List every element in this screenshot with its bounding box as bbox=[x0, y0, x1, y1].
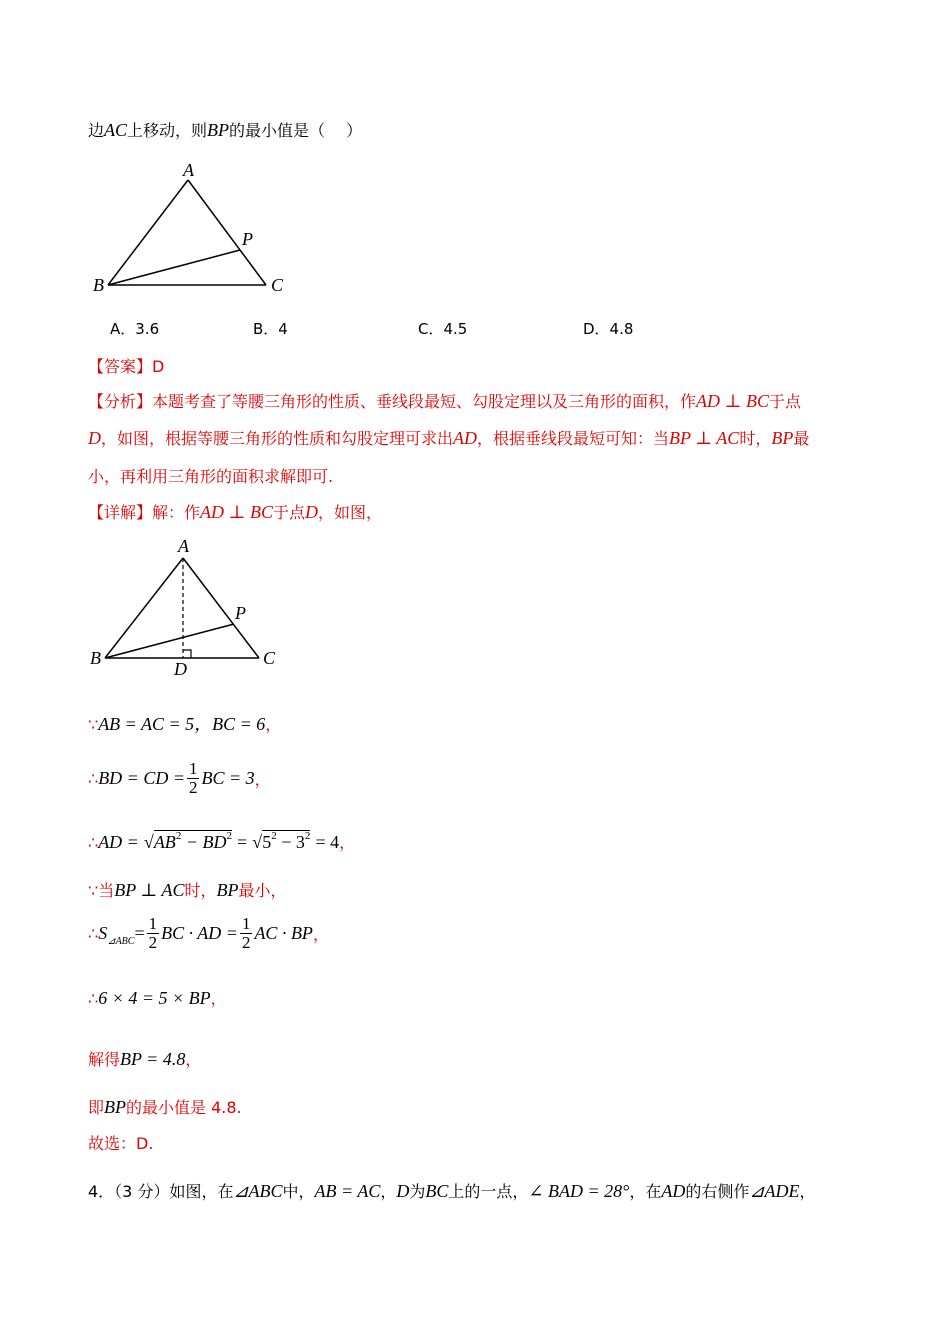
question-number: 4．（3 分）如图，在 bbox=[88, 1182, 234, 1201]
label-p: P bbox=[242, 229, 253, 249]
equals: = bbox=[134, 923, 145, 943]
numerator: 1 bbox=[188, 759, 198, 778]
denominator: 2 bbox=[188, 778, 198, 797]
question-text: 上移动，则 bbox=[127, 121, 208, 140]
label-a: A bbox=[178, 536, 189, 556]
math-step: = 4 bbox=[315, 832, 340, 852]
label-b: B bbox=[90, 648, 101, 668]
radicand-1 bbox=[154, 830, 232, 852]
question-text: 边 bbox=[88, 121, 105, 140]
math-area-s: S bbox=[98, 923, 108, 943]
analysis-line-3: 小，再利用三角形的面积求解即可. bbox=[88, 467, 334, 486]
term: − 3 bbox=[281, 832, 305, 852]
answer-tag: 【答案】 bbox=[88, 357, 153, 376]
analysis-tag: 【分析】 bbox=[88, 392, 153, 411]
math-ad: AD bbox=[661, 1181, 686, 1201]
question-text: 中， bbox=[282, 1182, 315, 1201]
side-ab bbox=[105, 558, 183, 658]
math-ac: AC bbox=[104, 120, 128, 140]
analysis-text: ，如图，根据等腰三角形的性质和勾股定理可求出 bbox=[101, 429, 454, 448]
detail-text: 于点 bbox=[272, 503, 305, 522]
segment-bp bbox=[105, 624, 234, 658]
step-text: 即 bbox=[88, 1098, 105, 1117]
fraction-half bbox=[187, 760, 200, 797]
math-step: BD = CD = bbox=[98, 768, 185, 788]
because-symbol: ∵ bbox=[88, 715, 99, 734]
step-5 bbox=[88, 915, 329, 952]
label-c: C bbox=[263, 648, 276, 668]
math-triangle-abc: ⊿ABC bbox=[233, 1181, 283, 1201]
denominator: 2 bbox=[241, 933, 251, 952]
math-step: AD = bbox=[98, 832, 139, 852]
detail-tag: 【详解】 bbox=[88, 503, 153, 522]
math-bp: BP bbox=[771, 428, 794, 448]
step-1 bbox=[88, 710, 281, 736]
answer-line bbox=[88, 354, 164, 377]
analysis-line-2 bbox=[88, 426, 809, 449]
exponent: 2 bbox=[226, 830, 232, 842]
step-9: 故选：D. bbox=[88, 1134, 154, 1153]
comma: ， bbox=[265, 715, 282, 734]
question-text: 的最小值是（ ） bbox=[229, 121, 363, 140]
therefore-symbol: ∴ bbox=[88, 989, 99, 1008]
detail-text: 解：作 bbox=[152, 503, 201, 522]
exponent: 2 bbox=[271, 830, 277, 842]
step-text: 当 bbox=[98, 881, 115, 900]
exponent: 2 bbox=[304, 830, 311, 842]
label-a: A bbox=[183, 160, 194, 180]
segment-bp bbox=[108, 250, 240, 285]
equals: = bbox=[237, 832, 248, 852]
step-text: 时， bbox=[184, 881, 217, 900]
math-bp: BP bbox=[216, 880, 239, 900]
therefore-symbol: ∴ bbox=[88, 924, 99, 943]
math-step: 6 × 4 = 5 × BP bbox=[98, 988, 211, 1008]
math-step: BC = 3 bbox=[201, 768, 255, 788]
fraction-half bbox=[147, 915, 160, 952]
answer-value: D bbox=[152, 357, 165, 376]
therefore-symbol: ∴ bbox=[88, 833, 99, 852]
math-bc: BC bbox=[425, 1181, 449, 1201]
analysis-text: ，根据垂线段最短可知：当 bbox=[477, 429, 670, 448]
question-tail-line bbox=[88, 118, 362, 141]
analysis-text: 时， bbox=[739, 429, 772, 448]
question-text: 的右侧作 bbox=[685, 1182, 750, 1201]
side-ac bbox=[188, 180, 266, 285]
analysis-text: 于点 bbox=[768, 392, 801, 411]
math-bp-perp-ac: BP ⊥ AC bbox=[669, 428, 740, 448]
detail-line bbox=[88, 500, 382, 523]
numerator: 1 bbox=[241, 914, 251, 933]
fraction-half bbox=[240, 915, 253, 952]
step-7 bbox=[88, 1047, 201, 1070]
analysis-text: 本题考查了等腰三角形的性质、垂线段最短、勾股定理以及三角形的面积，作 bbox=[152, 392, 697, 411]
math-step: AC · BP bbox=[254, 923, 313, 943]
step-2 bbox=[88, 760, 271, 797]
question-text: ， bbox=[799, 1182, 816, 1201]
math-d: D bbox=[304, 502, 318, 522]
math-bp: BP bbox=[207, 120, 230, 140]
label-p: P bbox=[235, 603, 246, 623]
math-ad: AD bbox=[453, 428, 478, 448]
math-d: D bbox=[88, 428, 101, 448]
step-8 bbox=[88, 1095, 242, 1118]
comma: ， bbox=[185, 1050, 202, 1069]
right-angle-mark bbox=[183, 650, 191, 658]
label-d: D bbox=[174, 659, 187, 679]
math-angle-bad: ∠ BAD = 28° bbox=[528, 1181, 630, 1201]
question-text: 上的一点， bbox=[448, 1182, 529, 1201]
option-a: A．3.6 bbox=[110, 320, 160, 338]
option-b: B．4 bbox=[253, 320, 288, 338]
math-ad-perp-bc: AD ⊥ BC bbox=[696, 391, 769, 411]
math-d: D bbox=[396, 1181, 410, 1201]
math-step: BC · AD = bbox=[161, 923, 238, 943]
step-3 bbox=[88, 830, 355, 853]
exponent: 2 bbox=[175, 830, 182, 842]
option-c: C．4.5 bbox=[418, 320, 468, 338]
step-text: 解得 bbox=[88, 1050, 121, 1069]
comma: ， bbox=[210, 989, 227, 1008]
next-question bbox=[88, 1179, 815, 1202]
term: − BD bbox=[185, 832, 227, 852]
sqrt-symbol: √ bbox=[252, 832, 263, 852]
question-text: 为 bbox=[409, 1182, 426, 1201]
side-ac bbox=[183, 558, 259, 658]
label-b: B bbox=[93, 275, 104, 295]
comma: ， bbox=[339, 833, 356, 852]
question-text: ，在 bbox=[629, 1182, 662, 1201]
step-6 bbox=[88, 986, 227, 1009]
radicand-2 bbox=[262, 830, 310, 852]
comma: ， bbox=[312, 925, 329, 944]
step-text: 最小， bbox=[238, 881, 287, 900]
math-bp: BP bbox=[104, 1097, 127, 1117]
math-ab-eq-ac: AB = AC bbox=[314, 1181, 381, 1201]
analysis-text: 最 bbox=[793, 429, 810, 448]
denominator: 2 bbox=[148, 933, 158, 952]
detail-text: ，如图， bbox=[317, 503, 382, 522]
triangle-figure-2 bbox=[85, 530, 315, 685]
label-c: C bbox=[271, 275, 284, 295]
math-ad-perp-bc: AD ⊥ BC bbox=[200, 502, 273, 522]
term: 5 bbox=[262, 832, 272, 852]
numerator: 1 bbox=[148, 914, 158, 933]
side-ab bbox=[108, 180, 188, 285]
step-text: 的最小值是 4.8. bbox=[126, 1098, 242, 1117]
step-4 bbox=[88, 878, 287, 901]
question-text: ， bbox=[380, 1182, 397, 1201]
math-step: BP = 4.8 bbox=[120, 1049, 186, 1069]
math-bp-perp-ac: BP ⊥ AC bbox=[114, 880, 185, 900]
analysis-line-1 bbox=[88, 389, 801, 412]
area-subscript: ⊿ABC bbox=[107, 936, 135, 947]
sqrt-symbol: √ bbox=[143, 832, 154, 852]
comma: ， bbox=[254, 770, 271, 789]
term: AB bbox=[153, 832, 176, 852]
math-step: AB = AC = 5，BC = 6 bbox=[98, 714, 266, 734]
therefore-symbol: ∴ bbox=[88, 769, 99, 788]
because-symbol: ∵ bbox=[88, 881, 99, 900]
math-triangle-ade: ⊿ADE bbox=[749, 1181, 800, 1201]
option-d: D．4.8 bbox=[583, 320, 634, 338]
